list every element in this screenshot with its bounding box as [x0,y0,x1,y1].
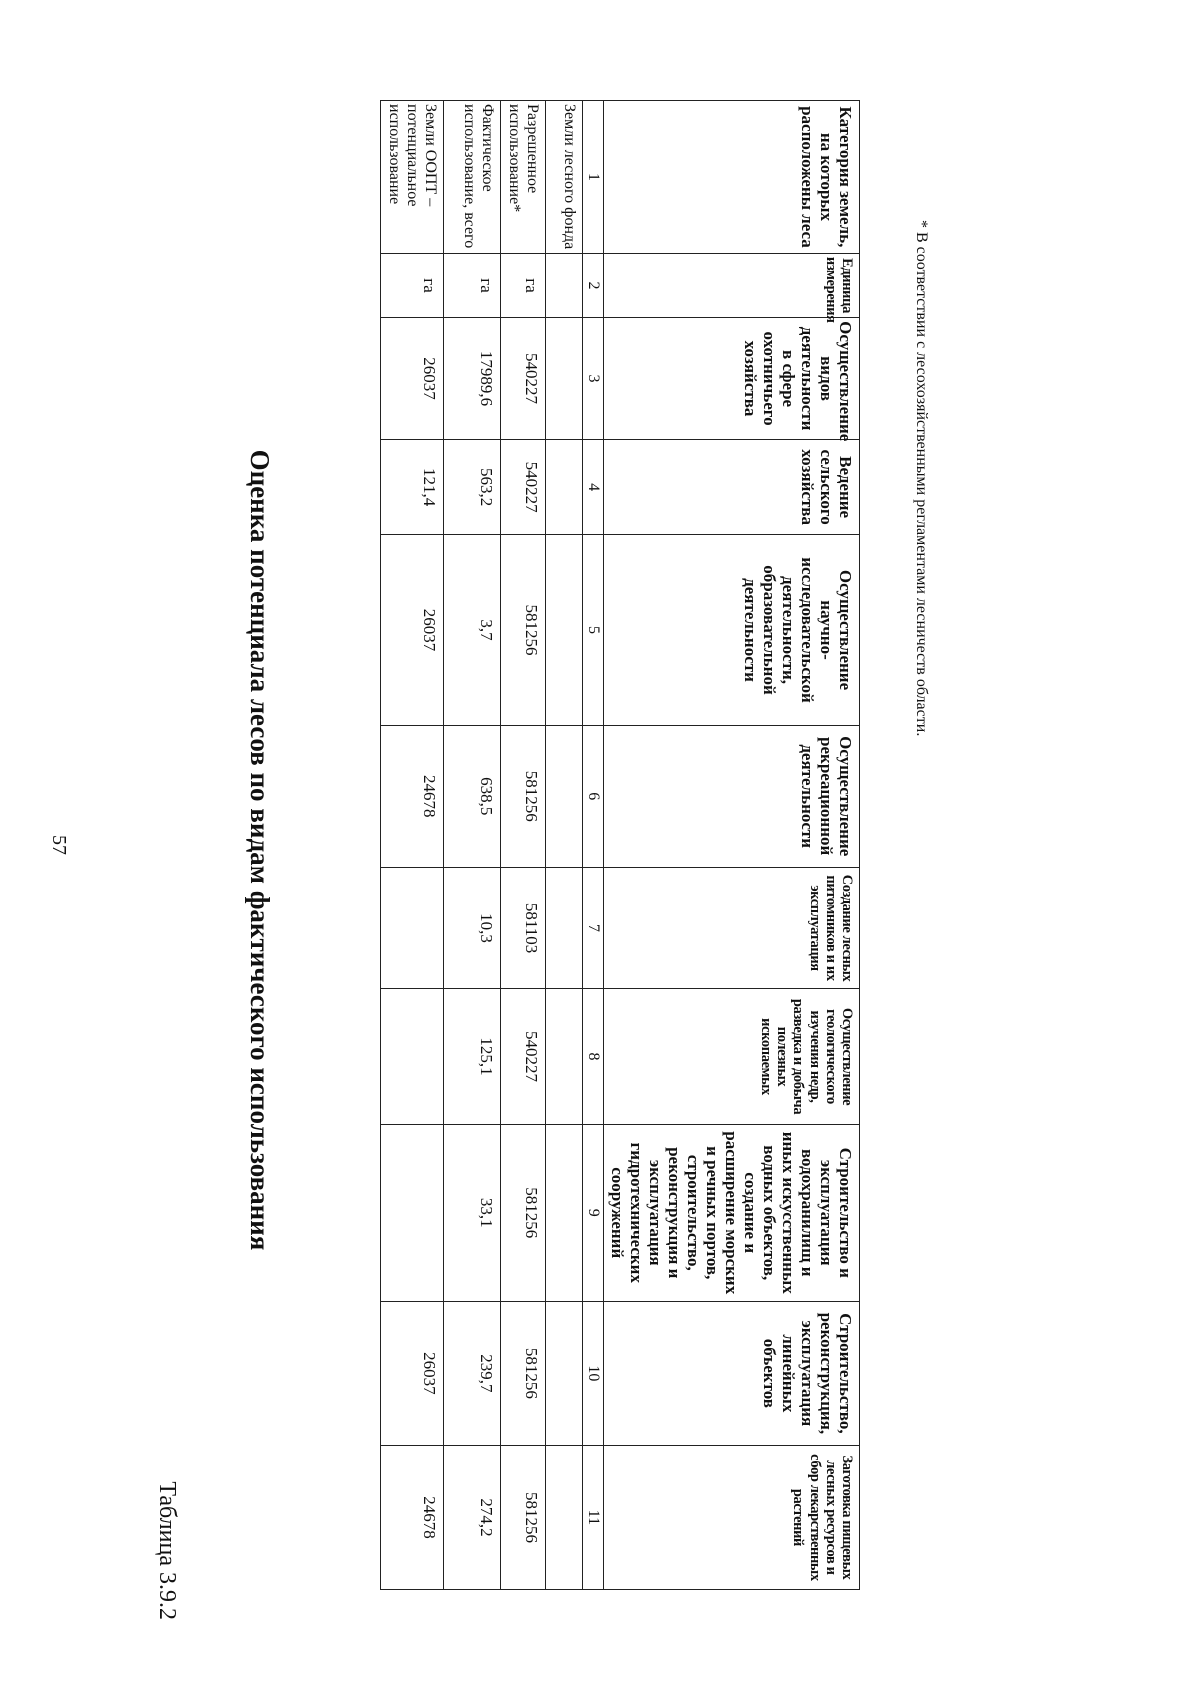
value-cell: 24678 [380,1445,443,1589]
value-cell: 638,5 [443,725,500,867]
footnote: * В соответствии с лесохозяйственными регламентами лесничеств области. [913,220,930,737]
column-number: 6 [582,725,603,867]
table-title: Оценка потенциала лесов по видам фактического использования [245,449,275,1251]
column-number: 9 [582,1124,603,1301]
table-header-row [603,101,859,1590]
header-water-objects: Строительство и эксплуатация водохранилищ и иных искусственных водных объектов, создание и расширение морских и речных портов, строительство, реконструкция и эксплуатация гидротехнических сооружений [603,1124,859,1301]
value-cell: 26037 [380,535,443,726]
value-cell: 581256 [500,725,545,867]
row-label: Разрешенное использование* [500,101,545,254]
value-cell [545,1301,582,1445]
header-agriculture: Ведение сельского хозяйства [603,439,859,534]
value-cell: 540227 [500,439,545,534]
value-cell: 121,4 [380,439,443,534]
value-cell: 540227 [500,318,545,440]
header-hunting: Осуществление видов деятельности в сфере охотничьего хозяйства [603,318,859,440]
column-number: 4 [582,439,603,534]
value-cell: 33,1 [443,1124,500,1301]
column-number: 1 [582,101,603,254]
value-cell: 581256 [500,535,545,726]
value-cell: 563,2 [443,439,500,534]
value-cell: 26037 [380,1301,443,1445]
column-number: 7 [582,867,603,989]
value-cell: 540227 [500,989,545,1124]
value-cell [545,867,582,989]
column-number-row [582,101,603,1590]
column-number: 5 [582,535,603,726]
value-cell [380,867,443,989]
unit-cell: га [380,253,443,317]
value-cell [545,725,582,867]
value-cell: 581103 [500,867,545,989]
header-recreation: Осуществление рекреационной деятельности [603,725,859,867]
value-cell [545,318,582,440]
value-cell: 17989,6 [443,318,500,440]
unit-cell [545,253,582,317]
header-geology: Осуществление геологического изучения недр, разведка и добыча полезных ископаемых [603,989,859,1124]
header-food-resources: Заготовка пищевых лесных ресурсов и сбор лекарственных растений [603,1445,859,1589]
header-linear-objects: Строительство, реконструкция, эксплуатация линейных объектов [603,1301,859,1445]
table-row [545,101,582,1590]
header-land-category: Категория земель, на которых расположены леса [603,101,859,254]
value-cell [380,989,443,1124]
header-nurseries: Создание лесных питомников и их эксплуатация [603,867,859,989]
value-cell: 125,1 [443,989,500,1124]
value-cell [545,1124,582,1301]
row-label: Земли ООПТ – потенциальное использование [380,101,443,254]
header-research: Осуществление научно-исследовательской деятельности, образовательной деятельности [603,535,859,726]
column-number: 8 [582,989,603,1124]
value-cell [545,1445,582,1589]
table-row [443,101,500,1590]
table-row [380,101,443,1590]
unit-cell: га [500,253,545,317]
table-row [500,101,545,1590]
unit-cell: га [443,253,500,317]
value-cell: 10,3 [443,867,500,989]
column-number: 11 [582,1445,603,1589]
value-cell: 274,2 [443,1445,500,1589]
column-number: 3 [582,318,603,440]
column-number: 2 [582,253,603,317]
value-cell: 581256 [500,1445,545,1589]
value-cell: 26037 [380,318,443,440]
column-number: 10 [582,1301,603,1445]
value-cell [545,989,582,1124]
value-cell: 24678 [380,725,443,867]
value-cell [545,535,582,726]
forest-potential-table [380,100,860,1590]
value-cell: 239,7 [443,1301,500,1445]
value-cell [545,439,582,534]
row-label: Земли лесного фонда [545,101,582,254]
value-cell [380,1124,443,1301]
value-cell: 3,7 [443,535,500,726]
header-unit: Единица измерения [603,253,859,317]
table-number: Таблица 3.9.2 [154,1481,180,1620]
value-cell: 581256 [500,1124,545,1301]
row-label: Фактическое использование, всего [443,101,500,254]
page-number: 57 [48,835,70,855]
value-cell: 581256 [500,1301,545,1445]
